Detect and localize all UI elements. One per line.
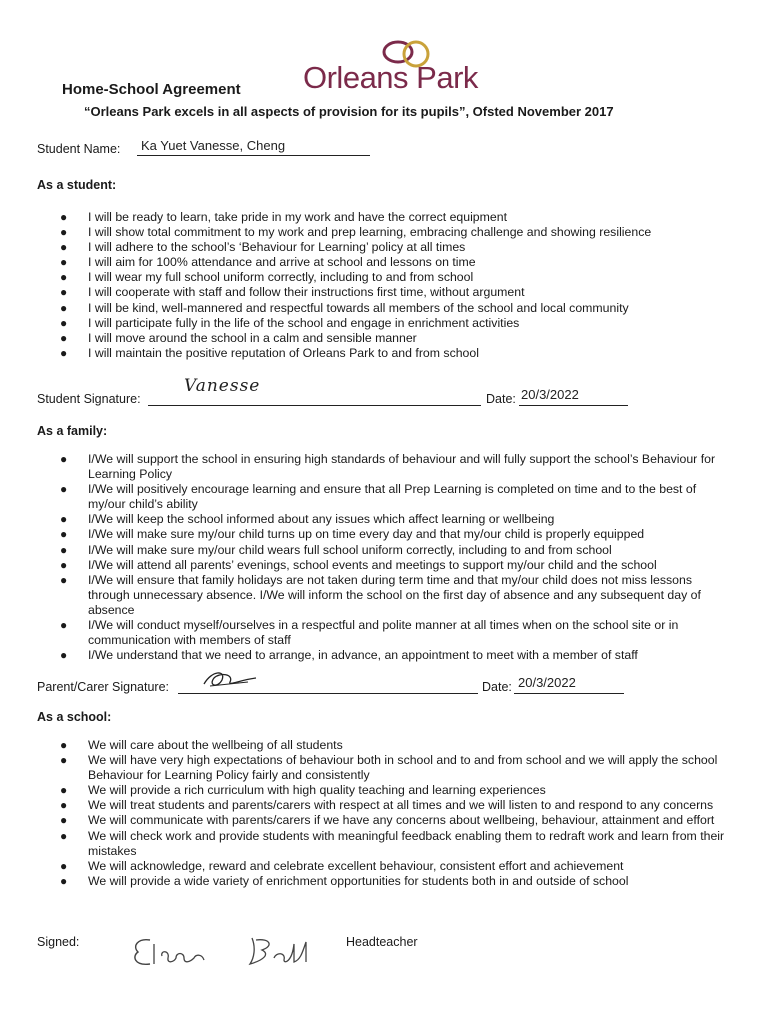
student-signature-label: Student Signature: <box>37 392 141 406</box>
headteacher-role: Headteacher <box>346 935 418 949</box>
list-item <box>60 331 740 346</box>
logo-text: Orleans Park <box>303 60 478 95</box>
family-section-heading: As a family: <box>37 424 108 438</box>
list-item-text: I/We will make sure my/our child wears full school uniform correctly, including to and from school <box>88 542 612 557</box>
list-item-text: We will provide a rich curriculum with high quality teaching and learning experiences <box>88 783 546 798</box>
bullet-icon: ● <box>60 512 68 527</box>
bullet-icon: ● <box>60 330 68 345</box>
headteacher-signature-icon <box>124 924 334 974</box>
list-item-text: I/We will positively encourage learning and ensure that all Prep Learning is completed on time and to the best of my/our child’s ability <box>88 482 697 512</box>
list-item <box>60 527 735 542</box>
list-item <box>60 829 735 859</box>
list-item-text: I/We will keep the school informed about any issues which affect learning or wellbeing <box>88 512 555 527</box>
bullet-icon: ● <box>60 315 68 330</box>
bullet-icon: ● <box>60 828 68 843</box>
list-item-text: I will maintain the positive reputation of Orleans Park to and from school <box>88 345 479 360</box>
list-item <box>60 859 735 874</box>
bullet-icon: ● <box>60 738 68 752</box>
student-signature: Vanesse <box>184 376 261 396</box>
list-item-text: I will adhere to the school’s ‘Behaviour for Learning’ policy at all times <box>88 240 466 255</box>
bullet-icon: ● <box>60 300 68 315</box>
list-item <box>60 573 735 618</box>
bullet-icon: ● <box>60 858 68 873</box>
list-item-text: I will aim for 100% attendance and arrive at school and lessons on time <box>88 255 476 270</box>
list-item <box>60 753 735 783</box>
list-item <box>60 301 740 316</box>
bullet-icon: ● <box>60 798 68 813</box>
page-title: Home-School Agreement <box>62 81 241 98</box>
student-name-label: Student Name: <box>37 142 121 156</box>
list-item <box>60 798 735 813</box>
parent-date-value: 20/3/2022 <box>518 675 576 690</box>
bullet-icon: ● <box>60 210 68 224</box>
list-item-text: I will participate fully in the life of the school and engage in enrichment activities <box>88 315 520 330</box>
list-item-text: I/We will conduct myself/ourselves in a respectful and polite manner at all times when on the school site or in communication with members of staff <box>88 618 679 648</box>
list-item-text: We will have very high expectations of behaviour both in school and to and from school and we will apply the school Behaviour for Learning Policy fairly and consistently <box>88 753 718 783</box>
list-item <box>60 558 735 573</box>
list-item <box>60 346 740 361</box>
list-item <box>60 512 735 527</box>
list-item <box>60 452 735 482</box>
bullet-icon: ● <box>60 813 68 828</box>
list-item <box>60 210 740 225</box>
list-item <box>60 225 740 240</box>
list-item <box>60 316 740 331</box>
list-item-text: I will cooperate with staff and follow their instructions first time, without argument <box>88 285 525 300</box>
list-item <box>60 618 735 648</box>
list-item-text: I/We will attend all parents’ evenings, school events and meetings to support my/our child and the school <box>88 557 657 572</box>
list-item-text: I/We understand that we need to arrange, in advance, an appointment to meet with a member of staff <box>88 648 638 663</box>
list-item-text: I will be ready to learn, take pride in my work and have the correct equipment <box>88 210 507 224</box>
bullet-icon: ● <box>60 345 68 360</box>
bullet-icon: ● <box>60 542 68 557</box>
bullet-icon: ● <box>60 753 68 768</box>
list-item <box>60 648 735 663</box>
list-item-text: I/We will make sure my/our child turns up on time every day and that my/our child is properly equipped <box>88 527 645 542</box>
signed-label: Signed: <box>37 935 80 949</box>
list-item-text: I/We will support the school in ensuring high standards of behaviour and will fully support the school’s Behaviour for Learning Policy <box>88 452 716 482</box>
student-commitments-list <box>60 210 740 361</box>
student-date-label: Date: <box>486 392 516 406</box>
school-commitments-list <box>60 738 735 889</box>
bullet-icon: ● <box>60 240 68 255</box>
bullet-icon: ● <box>60 527 68 542</box>
bullet-icon: ● <box>60 482 68 497</box>
parent-signature-icon <box>200 668 260 692</box>
bullet-icon: ● <box>60 285 68 300</box>
student-name-value: Ka Yuet Vanesse, Cheng <box>141 138 286 153</box>
list-item <box>60 813 735 828</box>
list-item <box>60 285 740 300</box>
bullet-icon: ● <box>60 255 68 270</box>
parent-date-label: Date: <box>482 680 512 694</box>
family-commitments-list <box>60 452 735 663</box>
list-item <box>60 482 735 512</box>
list-item-text: We will treat students and parents/carers with respect at all times and we will listen to and respond to any concerns <box>88 798 714 813</box>
list-item <box>60 874 735 889</box>
bullet-icon: ● <box>60 225 68 240</box>
school-section-heading: As a school: <box>37 710 112 724</box>
list-item-text: We will provide a wide variety of enrichment opportunities for students both in and outside of school <box>88 873 629 888</box>
bullet-icon: ● <box>60 452 68 466</box>
list-item <box>60 255 740 270</box>
list-item <box>60 783 735 798</box>
student-date-value: 20/3/2022 <box>521 387 579 402</box>
bullet-icon: ● <box>60 572 68 587</box>
bullet-icon: ● <box>60 648 68 663</box>
bullet-icon: ● <box>60 783 68 798</box>
bullet-icon: ● <box>60 873 68 888</box>
bullet-icon: ● <box>60 618 68 633</box>
list-item-text: I will show total commitment to my work and prep learning, embracing challenge and showing resilience <box>88 225 652 240</box>
list-item-text: We will care about the wellbeing of all students <box>88 738 343 752</box>
list-item-text: I will move around the school in a calm and sensible manner <box>88 330 417 345</box>
list-item-text: I/We will ensure that family holidays are not taken during term time and that my/our child does not miss lessons through unnecessary absence. I/We will inform the school on the first day of absence and any subsequent day of absence <box>88 572 701 617</box>
list-item-text: We will communicate with parents/carers if we have any concerns about wellbeing, behaviour, attainment and effort <box>88 813 715 828</box>
list-item-text: I will wear my full school uniform correctly, including to and from school <box>88 270 474 285</box>
list-item-text: We will acknowledge, reward and celebrate excellent behaviour, consistent effort and achievement <box>88 858 624 873</box>
list-item-text: We will check work and provide students with meaningful feedback enabling them to redraft work and learn from their mistakes <box>88 828 725 858</box>
list-item <box>60 240 740 255</box>
bullet-icon: ● <box>60 270 68 285</box>
parent-signature-label: Parent/Carer Signature: <box>37 680 170 694</box>
list-item <box>60 738 735 753</box>
list-item-text: I will be kind, well-mannered and respectful towards all members of the school and local community <box>88 300 629 315</box>
student-section-heading: As a student: <box>37 178 117 192</box>
orleans-park-logo <box>298 36 478 100</box>
list-item <box>60 270 740 285</box>
ofsted-quote: “Orleans Park excels in all aspects of provision for its pupils”, Ofsted November 2017 <box>84 104 614 119</box>
bullet-icon: ● <box>60 557 68 572</box>
list-item <box>60 543 735 558</box>
